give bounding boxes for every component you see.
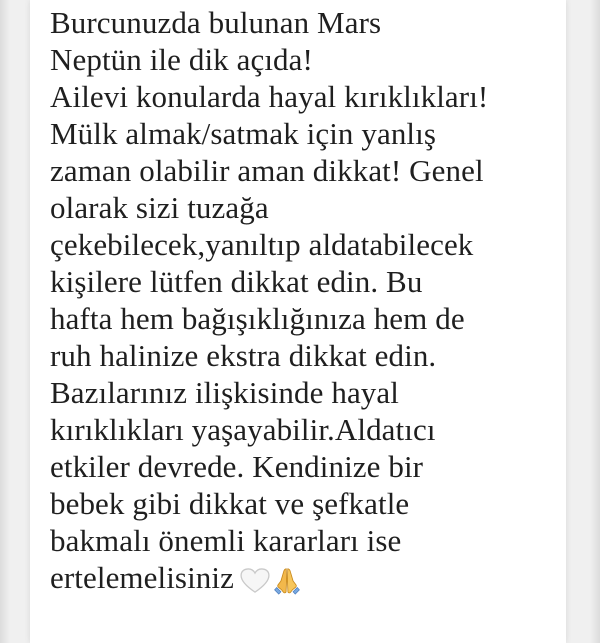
message-line: etkiler devrede. Kendinize bir: [50, 449, 424, 484]
white-heart-icon: [240, 568, 270, 594]
message-line: Neptün ile dik açıda!: [50, 42, 313, 77]
message-line: bakmalı önemli kararları ise: [50, 523, 402, 558]
message-line: bebek gibi dikkat ve şefkatle: [50, 486, 410, 521]
message-line: Ailevi konularda hayal kırıklıkları!: [50, 79, 489, 114]
message-last-line: [50, 559, 570, 596]
message-line: ertelemelisiniz: [50, 560, 234, 595]
message-line: ruh halinize ekstra dikkat edin.: [50, 338, 437, 373]
message-text: [50, 4, 570, 596]
message-line: Mülk almak/satmak için yanlış: [50, 116, 437, 151]
message-line: zaman olabilir aman dikkat! Genel: [50, 153, 484, 188]
message-line: Burcunuzda bulunan Mars: [50, 5, 382, 40]
message-line: hafta hem bağışıklığınıza hem de: [50, 301, 465, 336]
message-line: Bazılarınız ilişkisinde hayal: [50, 375, 399, 410]
message-line: olarak sizi tuzağa: [50, 190, 269, 225]
folded-hands-icon: [272, 566, 302, 596]
message-line: kişilere lütfen dikkat edin. Bu: [50, 264, 423, 299]
message-line: çekebilecek,yanıltıp aldatabilecek: [50, 227, 474, 262]
message-line: kırıklıkları yaşayabilir.Aldatıcı: [50, 412, 436, 447]
